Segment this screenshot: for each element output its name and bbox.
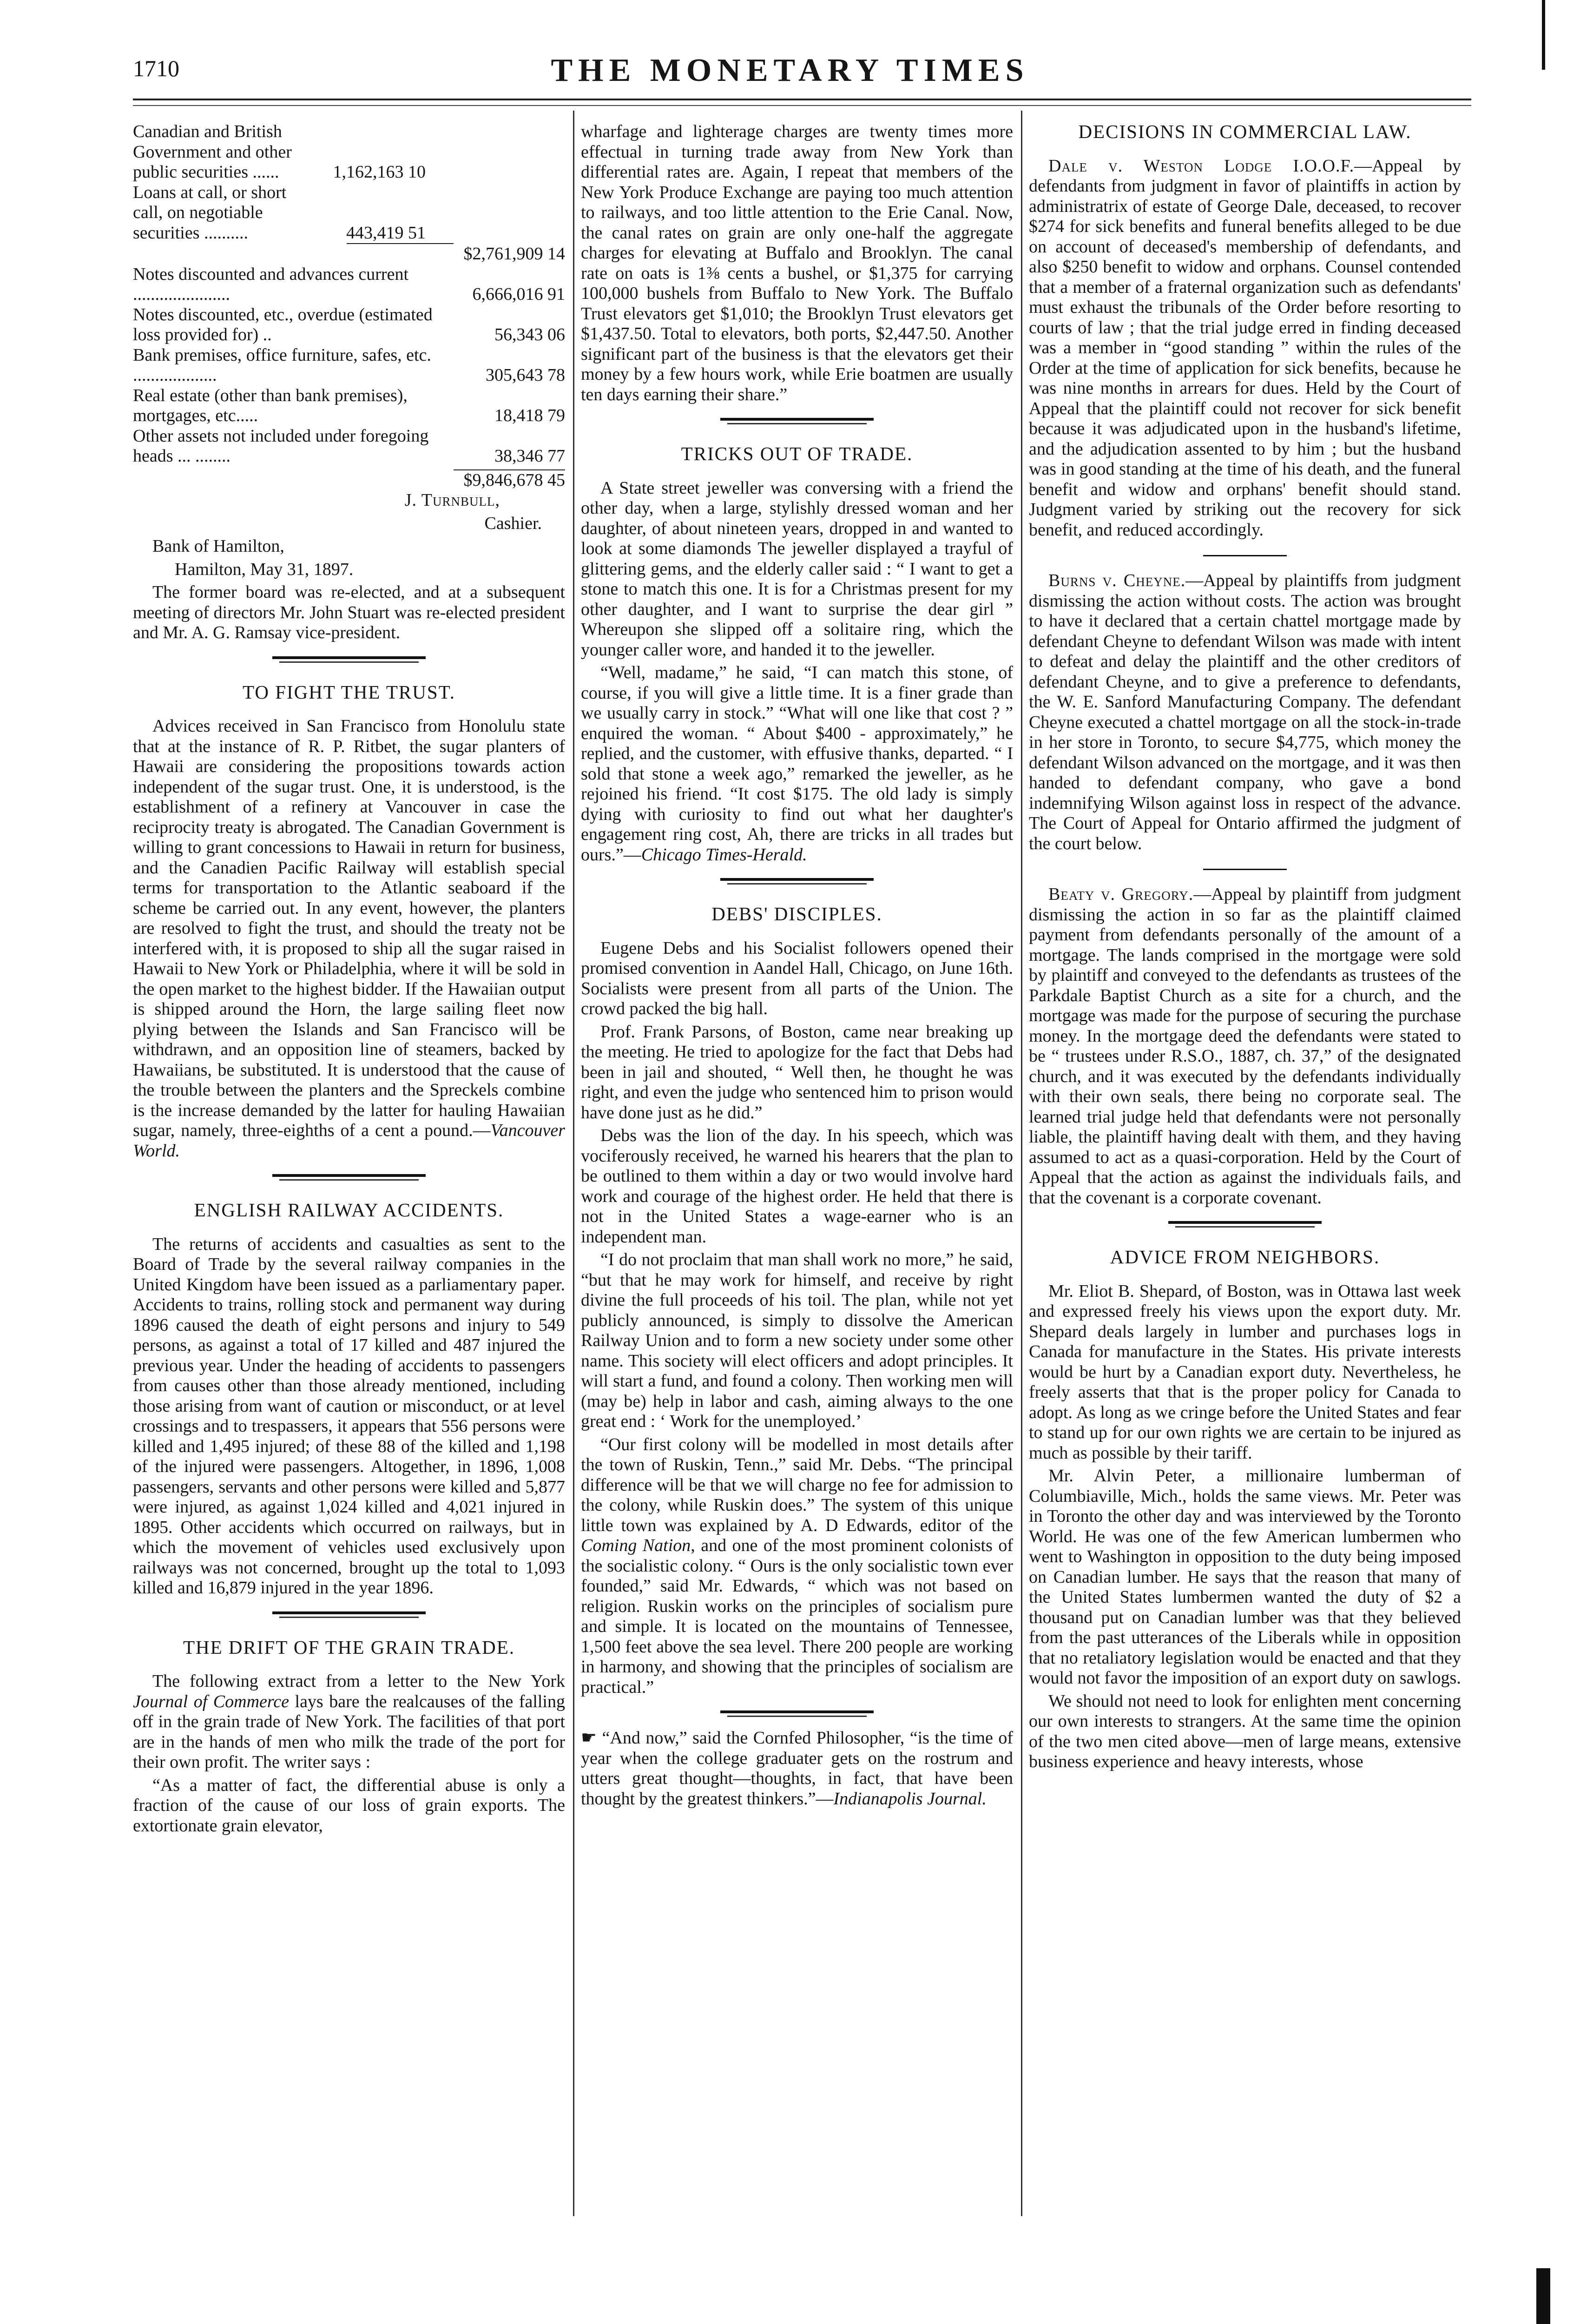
article-paragraph: Mr. Eliot B. Shepard, of Boston, was in Ottawa last week and expressed freely his views upon the export duty. Mr. Shepard deals largely in lumber and purchases logs in Canada for manufacture in the States. His private interests would be hurt by a Canadian export duty. Nevertheless, he freely asserts that that is the proper policy for Canada to adopt. As long as we cringe before the United States and fear to stand up for our own rights we are certain to be injured as much as possible by their tariff. — [1029, 1281, 1461, 1463]
scan-edge-mark — [1536, 2268, 1550, 2324]
section-heading: DECISIONS IN COMMERCIAL LAW. — [1078, 121, 1412, 142]
column-divider — [1021, 111, 1022, 2216]
statement-value: 305,643 78 — [486, 365, 565, 385]
article-source: Chicago Times-Herald. — [641, 845, 807, 865]
statement-total: $9,846,678 45 — [454, 469, 565, 491]
article-paragraph: “I do not proclaim that man shall work no more,” he said, “but that he may work for himself, and receive by right divine the full proceeds of his toil. The plan, while not yet publicly announced, is simply to dissolve the American Railway Union and to form a new society under some other name. This society will elect officers and adopt principles. It will start a fund, and found a colony. Then working men will (may be) help in labor and cash, aiming always to the one great end : ‘ Work for the unemployed.’ — [581, 1250, 1013, 1431]
publication-name: Coming Nation — [581, 1536, 691, 1555]
statement-label: Notes discounted, etc., overdue (estimated loss provided for) .. — [133, 304, 433, 344]
article-heading: THE DRIFT OF THE GRAIN TRADE. — [183, 1636, 515, 1658]
section-separator — [1029, 549, 1461, 563]
statement-label: Bank premises, office furniture, safes, etc. ................... — [133, 345, 431, 385]
case-text: —Appeal by defendants from judgment in favor of plaintiffs in action by administratrix of estate of George Dale, deceased, to recover $274 for sick benefits and funeral benefits alleged to be due on account of deceased's membership of defendants, and also $250 benefit to widow and orphans. Counsel contended that a member of a fraternal organization such as defendants' must exhaust the tribunals of the Order before resorting to courts of law ; that the trial judge erred in finding deceased was a member in “good standing ” within the rules of the Order at the time of application for sick benefits, because he was nine months in arrears for dues. Held by the Court of Appeal that the plaintiff could not recover for sick benefit because it was adjudicated upon in the husband's lifetime, and the adjudication assented to by him ; but the husband was in good standing at the time of his death, and the funeral benefit and widow and orphans' benefit should stand. Judgment varied by striking out the recovery for sick benefit, and reduced accordingly. — [1029, 156, 1462, 540]
article-paragraph: The returns of accidents and casualties as sent to the Board of Trade by the several railway companies in the United Kingdom have been issued as a parliamentary paper. Accidents to trains, rolling stock and permanent way during 1896 caused the death of eight persons and injury to 549 persons, as against a total of 17 killed and 487 injured the previous year. Under the heading of accidents to passengers from causes other than those already mentioned, including those arising from want of caution or misconduct, or at level crossings and to trespassers, it appears that 556 persons were killed and 1,495 injured; of these 88 of the killed and 1,198 of the injured were passengers. Altogether, in 1896, 1,008 passengers, servants and other persons were killed and 5,877 were injured, as against 1,024 killed and 4,021 injured in 1895. Other accidents which occurred on railways, but in which the movement of vehicles used exclusively upon railways was not concerned, brought up the total to 1,093 killed and 16,879 injured in the year 1896. — [133, 1234, 565, 1598]
statement-label: Real estate (other than bank premises), mortgages, etc..... — [133, 385, 408, 425]
statement-label: Other assets not included under foregoing heads ... ........ — [133, 426, 429, 466]
statement-subtotal: $2,761,909 14 — [463, 244, 565, 264]
article-heading: ENGLISH RAILWAY ACCIDENTS. — [194, 1199, 504, 1221]
case-name: Dale v. Weston Lodge I.O.O.F. — [1048, 156, 1355, 176]
article-paragraph — [133, 716, 565, 1161]
column-divider — [573, 111, 574, 2216]
statement-row — [133, 264, 565, 305]
article-text: “Well, madame,” he said, “I can match this stone, of course, if you will give a little time. It is a finer grade than we usually carry in stock.” “What will one like that cost ? ” enquired the woman. “ About $400 - approximately,” he replied, and the customer, with effusive thanks, departed. “ I sold that stone a week ago,” remarked the jeweller, as he rejoined his friend. “It cost $175. The old lady is simply dying with curiosity to find out what her daughter's engagement ring cost, Ah, there are tricks in all trades but ours.”— — [581, 663, 1013, 865]
section-separator — [1029, 1217, 1461, 1231]
article-paragraph: Debs was the lion of the day. In his speech, which was vociferously received, he warned his hearers that the plan to be outlined to them within a day or two would involve hard work and courage of the highest order. He held that there is not in the United States a wage-earner who is an independent man. — [581, 1126, 1013, 1247]
article-source: Indianapolis Journal. — [833, 1789, 987, 1809]
article-text: The following extract from a letter to the New York — [152, 1671, 565, 1691]
statement-place: Bank of Hamilton, — [152, 536, 284, 556]
article-paragraph: “As a matter of fact, the differential abuse is only a fraction of the cause of our loss of grain exports. The extortionate grain elevator, — [133, 1775, 565, 1835]
case-paragraph — [1029, 571, 1461, 854]
statement-label: Canadian and British Government and other public securities ...... — [133, 122, 292, 182]
section-separator — [581, 414, 1013, 428]
statement-row — [133, 345, 565, 386]
statement-row — [133, 386, 565, 426]
article-text: , and one of the most prominent colonists of the socialistic colony. “ Ours is the only socialistic town ever founded,” said Mr. Edwards, “ which was not based on religion. Ruskin works on the principles of socialism pure and simple. It is located on the mountains of Tennessee, 1,500 feet above the sea level. There 200 people are working in harmony, and showing that the principles of socialism are practical.” — [581, 1536, 1013, 1697]
article-text: Advices received in San Francisco from Honolulu state that at the instance of R. P. Ritbet, the sugar planters of Hawaii are considering the propositions towards action independent of the sugar trust. One, it is understood, is the establishment of a refinery at Vancouver in case the reciprocity treaty is abrogated. The Canadian Government is willing to grant concessions to Hawaii in return for business, and the Canadien Pacific Railway will establish special terms for transportation to the Atlantic seaboard if the scheme be carried out. In any event, however, the planters are resolved to fight the trust, and should the treaty not be interfered with, it is proposed to ship all the sugar raised in Hawaii to New York or Philadelphia, where it will be sold in the open market to the highest bidder. If the Hawaiian output is shipped around the Horn, the large sailing fleet now plying between the Islands and San Francisco will be withdrawn, and an opposition line of steamers, backed by Hawaiians, be substituted. It is understood that the cause of the trouble between the planters and the Spreckels combine is the increase demanded by the latter for hauling Hawaiian sugar, namely, three-eighths of a cent a pound.— — [133, 716, 565, 1140]
article-text: lays bare the realcauses of the falling off in the grain trade of New York. The facilities of that port are in the hands of men who milk the trade of the port for their own profit. The writer says : — [133, 1691, 565, 1772]
statement-value: 6,666,016 91 — [472, 284, 565, 304]
signer-name: J. Turnbull, — [404, 490, 500, 510]
page-number: 1710 — [133, 55, 179, 81]
article-source: Vancouver World. — [133, 1121, 565, 1161]
section-separator — [133, 1608, 565, 1622]
article-paragraph: wharfage and lighterage charges are twenty times more effectual in turning trade away from New York than differential rates are. Again, I repeat that members of the New York Produce Exchange are paying too much attention to railways, and too little attention to the Erie Canal. Now, the canal rates on grain are only one-half the aggregate charges for elevating at Buffalo and Brooklyn. The canal rate on oats is 1⅜ cents a bushel, or $1,375 for carrying 100,000 bushels from Buffalo to New York. The Buffalo Trust elevators get $1,010; the Brooklyn Trust elevators get $1,437.50. Total to elevators, both ports, $2,447.50. Another significant part of the business is that the elevators get their money by a few hours work, while Erie boatmen are usually ten days earning their share.” — [581, 122, 1013, 404]
article-paragraph — [133, 1671, 565, 1773]
statement-label: Notes discounted and advances current ...................... — [133, 264, 409, 304]
board-paragraph: The former board was re-elected, and at a subsequent meeting of directors Mr. John Stuart was re-elected president and Mr. A. G. Ramsay vice-president. — [133, 582, 565, 642]
section-separator — [581, 1707, 1013, 1721]
statement-value: 56,343 06 — [494, 325, 565, 344]
financial-statement — [133, 122, 565, 490]
statement-row — [133, 183, 565, 244]
article-paragraph: A State street jeweller was conversing with a friend the other day, when a large, stylishly dressed woman and her daughter, of about nineteen years, dropped in and wanted to look at some diamonds The jeweller displayed a trayful of glittering gems, and the elderly caller said : “ I want to get a stone to match this one. It is for a Christmas present for my other daughter, and I want to surprise the dear girl ” Whereupon she slipped off a solitaire ring, which the younger caller wore, and handed it to the jeweller. — [581, 478, 1013, 660]
article-paragraph: Eugene Debs and his Socialist followers opened their promised convention in Aandel Hall, Chicago, on June 16th. Socialists were present from all parts of the Union. The crowd packed the big hall. — [581, 938, 1013, 1018]
article-paragraph: Prof. Frank Parsons, of Boston, came near breaking up the meeting. He tried to apologize for the fact that Debs had been in jail and shouted, “ Well then, he thought he was right, and even the judge who sentenced him to prison would have done just as he did.” — [581, 1022, 1013, 1122]
fist-icon: ☛ — [581, 1728, 602, 1748]
article-paragraph — [581, 663, 1013, 865]
case-paragraph — [1029, 885, 1461, 1208]
statement-date: Hamilton, May 31, 1897. — [175, 559, 354, 579]
masthead-title: THE MONETARY TIMES — [551, 53, 1029, 88]
column-1 — [133, 122, 565, 1839]
statement-value: 1,162,163 10 — [333, 162, 426, 182]
publication-name: Journal of Commerce — [133, 1691, 289, 1711]
section-separator — [581, 874, 1013, 888]
statement-value: 18,418 79 — [494, 406, 565, 425]
statement-value: 443,419 51 — [346, 223, 426, 243]
statement-row — [133, 122, 565, 183]
section-separator — [133, 653, 565, 667]
case-text: —Appeal by plaintiff from judgment dismissing the action in so far as the plaintiff claimed payment from defendants personally of the amount of a mortgage. The lands comprised in the mortgage were sold by plaintiff and conveyed to the defendants as trustees of the Parkdale Baptist Church as a site for a church, and the mortgage was made for the purpose of securing the purchase money. In the mortgage deed the defendants were stated to be “ trustees under R.S.O., 1887, ch. 37,” of the designated church, and it was executed by the defendants individually with their own seals, there being no corporate seal. The learned trial judge held that defendants were not personally liable, the plaintiff having dealt with them, and they having assumed to act as a quasi-corporation. Held by the Court of Appeal that the action as against the individuals fails, and that the covenant is a corporate covenant. — [1029, 885, 1462, 1208]
article-paragraph: Mr. Alvin Peter, a millionaire lumberman of Columbiaville, Mich., holds the same views. Mr. Peter was in Toronto the other day and was interviewed by the Toronto World. He was one of the few American lumbermen who went to Washington in opposition to the duty being imposed on Canadian lumber. He says that the reason that many of the United States lumbermen wanted the duty of $2 a thousand put on Canadian lumber was that they believed from the past utterances of the Liberals while in opposition that no retaliatory legislation would be enacted and that they would not favor the imposition of an export duty on sawlogs. — [1029, 1466, 1461, 1688]
case-paragraph — [1029, 156, 1461, 541]
article-heading: TRICKS OUT OF TRADE. — [681, 443, 913, 464]
signer-title: Cashier. — [484, 513, 542, 533]
statement-row — [133, 426, 565, 467]
article-paragraph — [581, 1728, 1013, 1809]
header-rule-thin — [133, 105, 1471, 106]
statement-value: 38,346 77 — [494, 446, 565, 466]
case-text: —Appeal by plaintiffs from judgment dismissing the action without costs. The action was brought to have it declared that a certain chattel mortgage made by defendant Cheyne to defendant Wilson was made with intent to defeat and delay the plaintiff and the other creditors of defendant Cheyne, and to give a preference to defendants, the W. E. Sanford Manufacturing Company. The defendant Cheyne executed a chattel mortgage on all the stock-in-trade in her store in Toronto, to secure $4,775, which money the defendant Wilson advanced on the mortgage, and it was then handed to defendant company, who gave a bond indemnifying Wilson against loss in respect of the advance. The Court of Appeal for Ontario affirmed the judgment of the court below. — [1029, 571, 1461, 853]
article-text: “Our first colony will be modelled in most details after the town of Ruskin, Tenn.,” said Mr. Debs. “The principal difference will be that we will charge no fee for admission to the colony, while Ruskin does.” The system of this unique little town was explained by A. D Edwards, editor of the — [581, 1434, 1013, 1535]
article-heading: TO FIGHT THE TRUST. — [243, 681, 455, 703]
statement-row — [133, 305, 565, 345]
section-separator — [1029, 863, 1461, 877]
article-paragraph — [581, 1435, 1013, 1698]
scan-edge-mark — [1542, 0, 1545, 70]
statement-row — [133, 243, 565, 264]
column-3 — [1029, 122, 1461, 1775]
case-name: Burns v. Cheyne. — [1048, 571, 1186, 590]
article-heading: ADVICE FROM NEIGHBORS. — [1110, 1246, 1380, 1268]
statement-total-row — [133, 469, 565, 491]
article-paragraph: We should not need to look for enlighten ment concerning our own interests to strangers. At the same time the opinion of the two men cited above—men of large means, extensive business experience and heavy interests, whose — [1029, 1691, 1461, 1771]
section-separator — [133, 1170, 565, 1184]
case-name: Beaty v. Gregory. — [1048, 885, 1194, 904]
article-heading: DEBS' DISCIPLES. — [711, 903, 882, 924]
header-rule — [133, 99, 1471, 100]
column-2 — [581, 122, 1013, 1812]
statement-label: Loans at call, or short call, on negotiable securities .......... — [133, 182, 287, 243]
article-text: “And now,” said the Cornfed Philosopher, “is the time of year when the college graduater gets on the rostrum and utters great thought—thoughts, in fact, that have been thought by the greatest thinkers.”— — [581, 1728, 1013, 1809]
